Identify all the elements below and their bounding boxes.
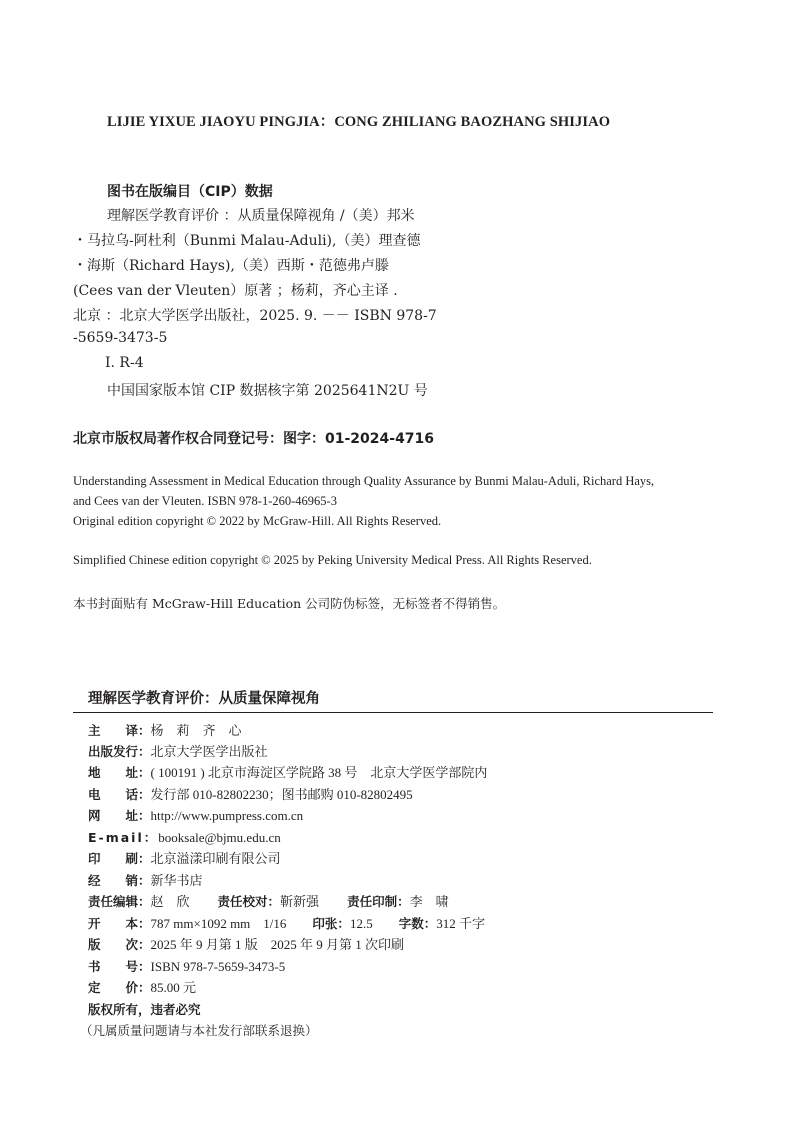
colophon-email — [88, 827, 281, 848]
colophon-edition — [88, 934, 404, 955]
field-label: 责任印制： — [347, 894, 410, 909]
rights-reserved: 版权所有，违者必究 — [88, 1002, 201, 1017]
field-value: 发行部 010-82802230；图书邮购 010-82802495 — [150, 787, 413, 802]
cip-line: Ⅰ. R-4 — [105, 355, 144, 371]
colophon-isbn — [88, 956, 285, 977]
field-value: 赵 欣 — [150, 894, 190, 909]
field-value: ( 100191 ) 北京市海淀区学院路 38 号 北京大学医学部院内 — [150, 765, 488, 780]
field-label: 版 次： — [88, 937, 151, 952]
colophon-translators — [88, 720, 242, 741]
website-link: http://www.pumpress.com.cn — [150, 808, 304, 823]
field-label: 字数： — [398, 916, 437, 931]
field-label: 印张： — [312, 916, 350, 931]
field-label: 网 址： — [88, 808, 151, 823]
colophon-format — [88, 913, 485, 934]
cip-line: 理解医学教育评价 ：从质量保障视角 /（美）邦米 — [107, 208, 415, 224]
field-label: 书 号： — [88, 959, 151, 974]
field-label: 经 销： — [88, 873, 151, 888]
colophon-printer — [88, 848, 281, 869]
field-value: 李 啸 — [409, 894, 449, 909]
field-label: 责任校对： — [217, 894, 281, 909]
field-value: 787 mm×1092 mm 1/16 — [150, 916, 287, 931]
divider — [73, 712, 713, 713]
cip-line: 中国国家版本馆 CIP 数据核字第 2025641N2U 号 — [107, 383, 428, 399]
colophon-address — [88, 762, 487, 783]
colophon-distributor — [88, 870, 203, 891]
field-label: 开 本： — [88, 916, 151, 931]
cip-line: ・马拉乌-阿杜利（Bunmi Malau-Aduli),（美）理查德 — [73, 233, 421, 249]
field-label: 电 话： — [88, 787, 151, 802]
cip-line: -5659-3473-5 — [73, 330, 168, 346]
field-value: 北京大学医学出版社 — [150, 744, 268, 759]
field-label: 定 价： — [88, 980, 151, 995]
pinyin-title: LIJIE YIXUE JIAOYU PINGJIA：CONG ZHILIANG BAOZHANG SHIJIAO — [107, 114, 611, 130]
field-label: 出版发行： — [88, 744, 151, 759]
copyright-registration: 北京市版权局著作权合同登记号：图字：01-2024-4716 — [73, 431, 435, 447]
field-label: 印 刷： — [88, 851, 151, 866]
field-value: 85.00 元 — [150, 980, 197, 995]
cip-line: 北京 ：北京大学医学出版社，2025. 9. －－ ISBN 978-7 — [73, 308, 437, 324]
colophon-website — [88, 805, 303, 826]
field-label: E-mail： — [88, 830, 159, 845]
english-edition-line: Understanding Assessment in Medical Education through Quality Assurance by Bunmi Malau-Aduli, Richard Hays, — [73, 474, 655, 488]
field-value: 北京溢漾印刷有限公司 — [150, 851, 281, 866]
field-label: 主 译： — [88, 723, 151, 738]
field-value: 312 千字 — [436, 916, 485, 931]
field-value: ISBN 978-7-5659-3473-5 — [150, 959, 286, 974]
cip-header: 图书在版编目（CIP）数据 — [107, 184, 273, 200]
returns-notice: （凡属质量问题请与本社发行部联系退换） — [80, 1023, 318, 1038]
anti-counterfeit-notice: 本书封面贴有 McGraw-Hill Education 公司防伪标签，无标签者不得销售。 — [73, 596, 506, 611]
cip-line: ・海斯（Richard Hays),（美）西斯・范德弗卢滕 — [73, 258, 389, 274]
field-value: 靳新强 — [280, 894, 320, 909]
field-value: 2025 年 9 月第 1 版 2025 年 9 月第 1 次印刷 — [150, 937, 405, 952]
colophon-editors — [88, 891, 449, 912]
colophon-phone — [88, 784, 413, 805]
cip-line: (Cees van der Vleuten）原著 ；杨莉，齐心主译 . — [73, 283, 398, 299]
field-value: 12.5 — [349, 916, 373, 931]
original-copyright: Original edition copyright © 2022 by McGraw-Hill. All Rights Reserved. — [73, 514, 442, 528]
email-address: booksale@bjmu.edu.cn — [158, 830, 281, 845]
field-value: 杨 莉 齐 心 — [150, 723, 242, 738]
book-title: 理解医学教育评价：从质量保障视角 — [88, 691, 320, 707]
chinese-edition-copyright: Simplified Chinese edition copyright © 2025 by Peking University Medical Press. All Rights Reserved. — [73, 553, 592, 567]
english-edition-line: and Cees van der Vleuten. ISBN 978-1-260-46965-3 — [73, 494, 337, 508]
colophon-publisher — [88, 741, 268, 762]
field-value: 新华书店 — [150, 873, 203, 888]
field-label: 责任编辑： — [88, 894, 151, 909]
field-label: 地 址： — [88, 765, 151, 780]
colophon-price — [88, 977, 196, 998]
